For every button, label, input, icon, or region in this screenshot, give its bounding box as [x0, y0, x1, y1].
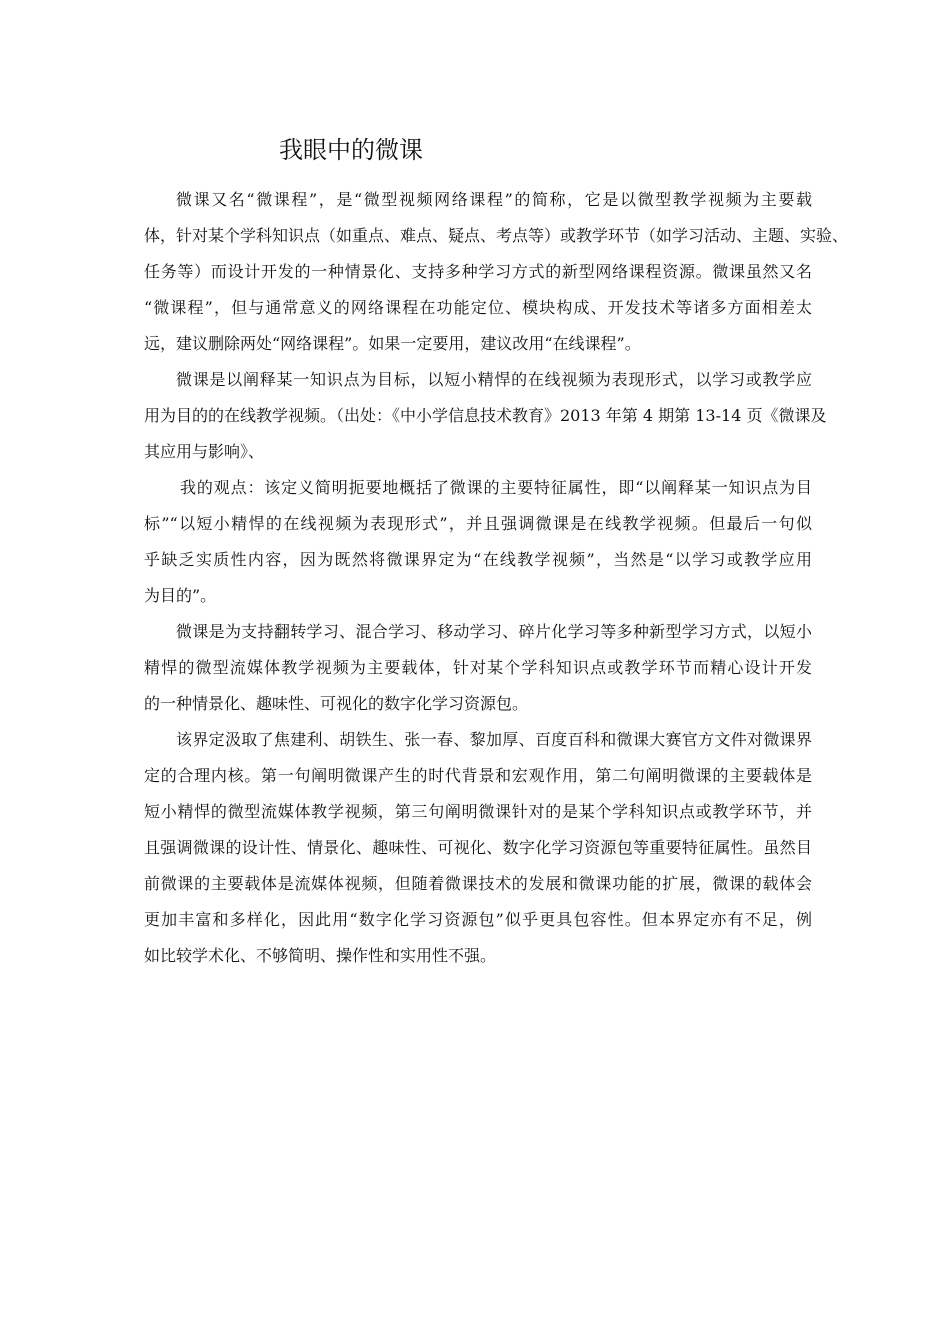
- text-line: 体，针对某个学科知识点（如重点、难点、疑点、考点等）或教学环节（如学习活动、主题、实验、: [144, 226, 849, 245]
- text-line: 的一种情景化、趣味性、可视化的数字化学习资源包。: [144, 694, 529, 713]
- paragraph-4: [144, 614, 812, 722]
- text-line: 短小精悍的微型流媒体教学视频，第三句阐明微课针对的是某个学科知识点或教学环节，并: [144, 802, 812, 821]
- text-line: 为目的”。: [144, 586, 217, 605]
- document-body: [144, 182, 849, 974]
- text-line: “微课程”，但与通常意义的网络课程在功能定位、模块构成、开发技术等诸多方面相差太: [144, 298, 812, 317]
- paragraph-2: [144, 362, 827, 470]
- text-line: 标”“以短小精悍的在线视频为表现形式”，并且强调微课是在线教学视频。但最后一句似: [144, 514, 812, 533]
- paragraph-3: [144, 470, 812, 614]
- text-line: 定的合理内核。第一句阐明微课产生的时代背景和宏观作用，第二句阐明微课的主要载体是: [144, 766, 812, 785]
- paragraph-1: [144, 182, 849, 362]
- text-line: 且强调微课的设计性、情景化、趣味性、可视化、数字化学习资源包等重要特征属性。虽然目: [144, 838, 812, 857]
- text-line: 用为目的的在线教学视频。（出处：《中小学信息技术教育》2013 年第 4 期第 13-14 页《微课及: [144, 406, 827, 425]
- text-line: 精悍的微型流媒体教学视频为主要载体，针对某个学科知识点或教学环节而精心设计开发: [144, 658, 812, 677]
- text-line: 微课是为支持翻转学习、混合学习、移动学习、碎片化学习等多种新型学习方式，以短小: [176, 622, 812, 641]
- text-line: 远，建议删除两处“网络课程”。如果一定要用，建议改用“在线课程”。: [144, 334, 641, 353]
- text-line: 任务等）而设计开发的一种情景化、支持多种学习方式的新型网络课程资源。微课虽然又名: [144, 262, 812, 281]
- text-line: 其应用与影响》、: [144, 442, 265, 461]
- text-line: 前微课的主要载体是流媒体视频，但随着微课技术的发展和微课功能的扩展，微课的载体会: [144, 874, 812, 893]
- text-line: 微课又名“微课程”，是“微型视频网络课程”的简称，它是以微型教学视频为主要载: [176, 190, 812, 209]
- text-line: 该界定汲取了焦建利、胡铁生、张一春、黎加厚、百度百科和微课大赛官方文件对微课界: [176, 730, 812, 749]
- text-line: 乎缺乏实质性内容，因为既然将微课界定为“在线教学视频”，当然是“以学习或教学应用: [144, 550, 812, 569]
- paragraph-5: [144, 722, 812, 974]
- text-line: 我的观点：该定义简明扼要地概括了微课的主要特征属性，即“以阐释某一知识点为目: [180, 478, 812, 497]
- text-line: 更加丰富和多样化，因此用“数字化学习资源包”似乎更具包容性。但本界定亦有不足，例: [144, 910, 812, 929]
- text-line: 如比较学术化、不够简明、操作性和实用性不强。: [144, 946, 497, 965]
- text-line: 微课是以阐释某一知识点为目标，以短小精悍的在线视频为表现形式，以学习或教学应: [176, 370, 812, 389]
- page-title: 我眼中的微课: [279, 136, 423, 164]
